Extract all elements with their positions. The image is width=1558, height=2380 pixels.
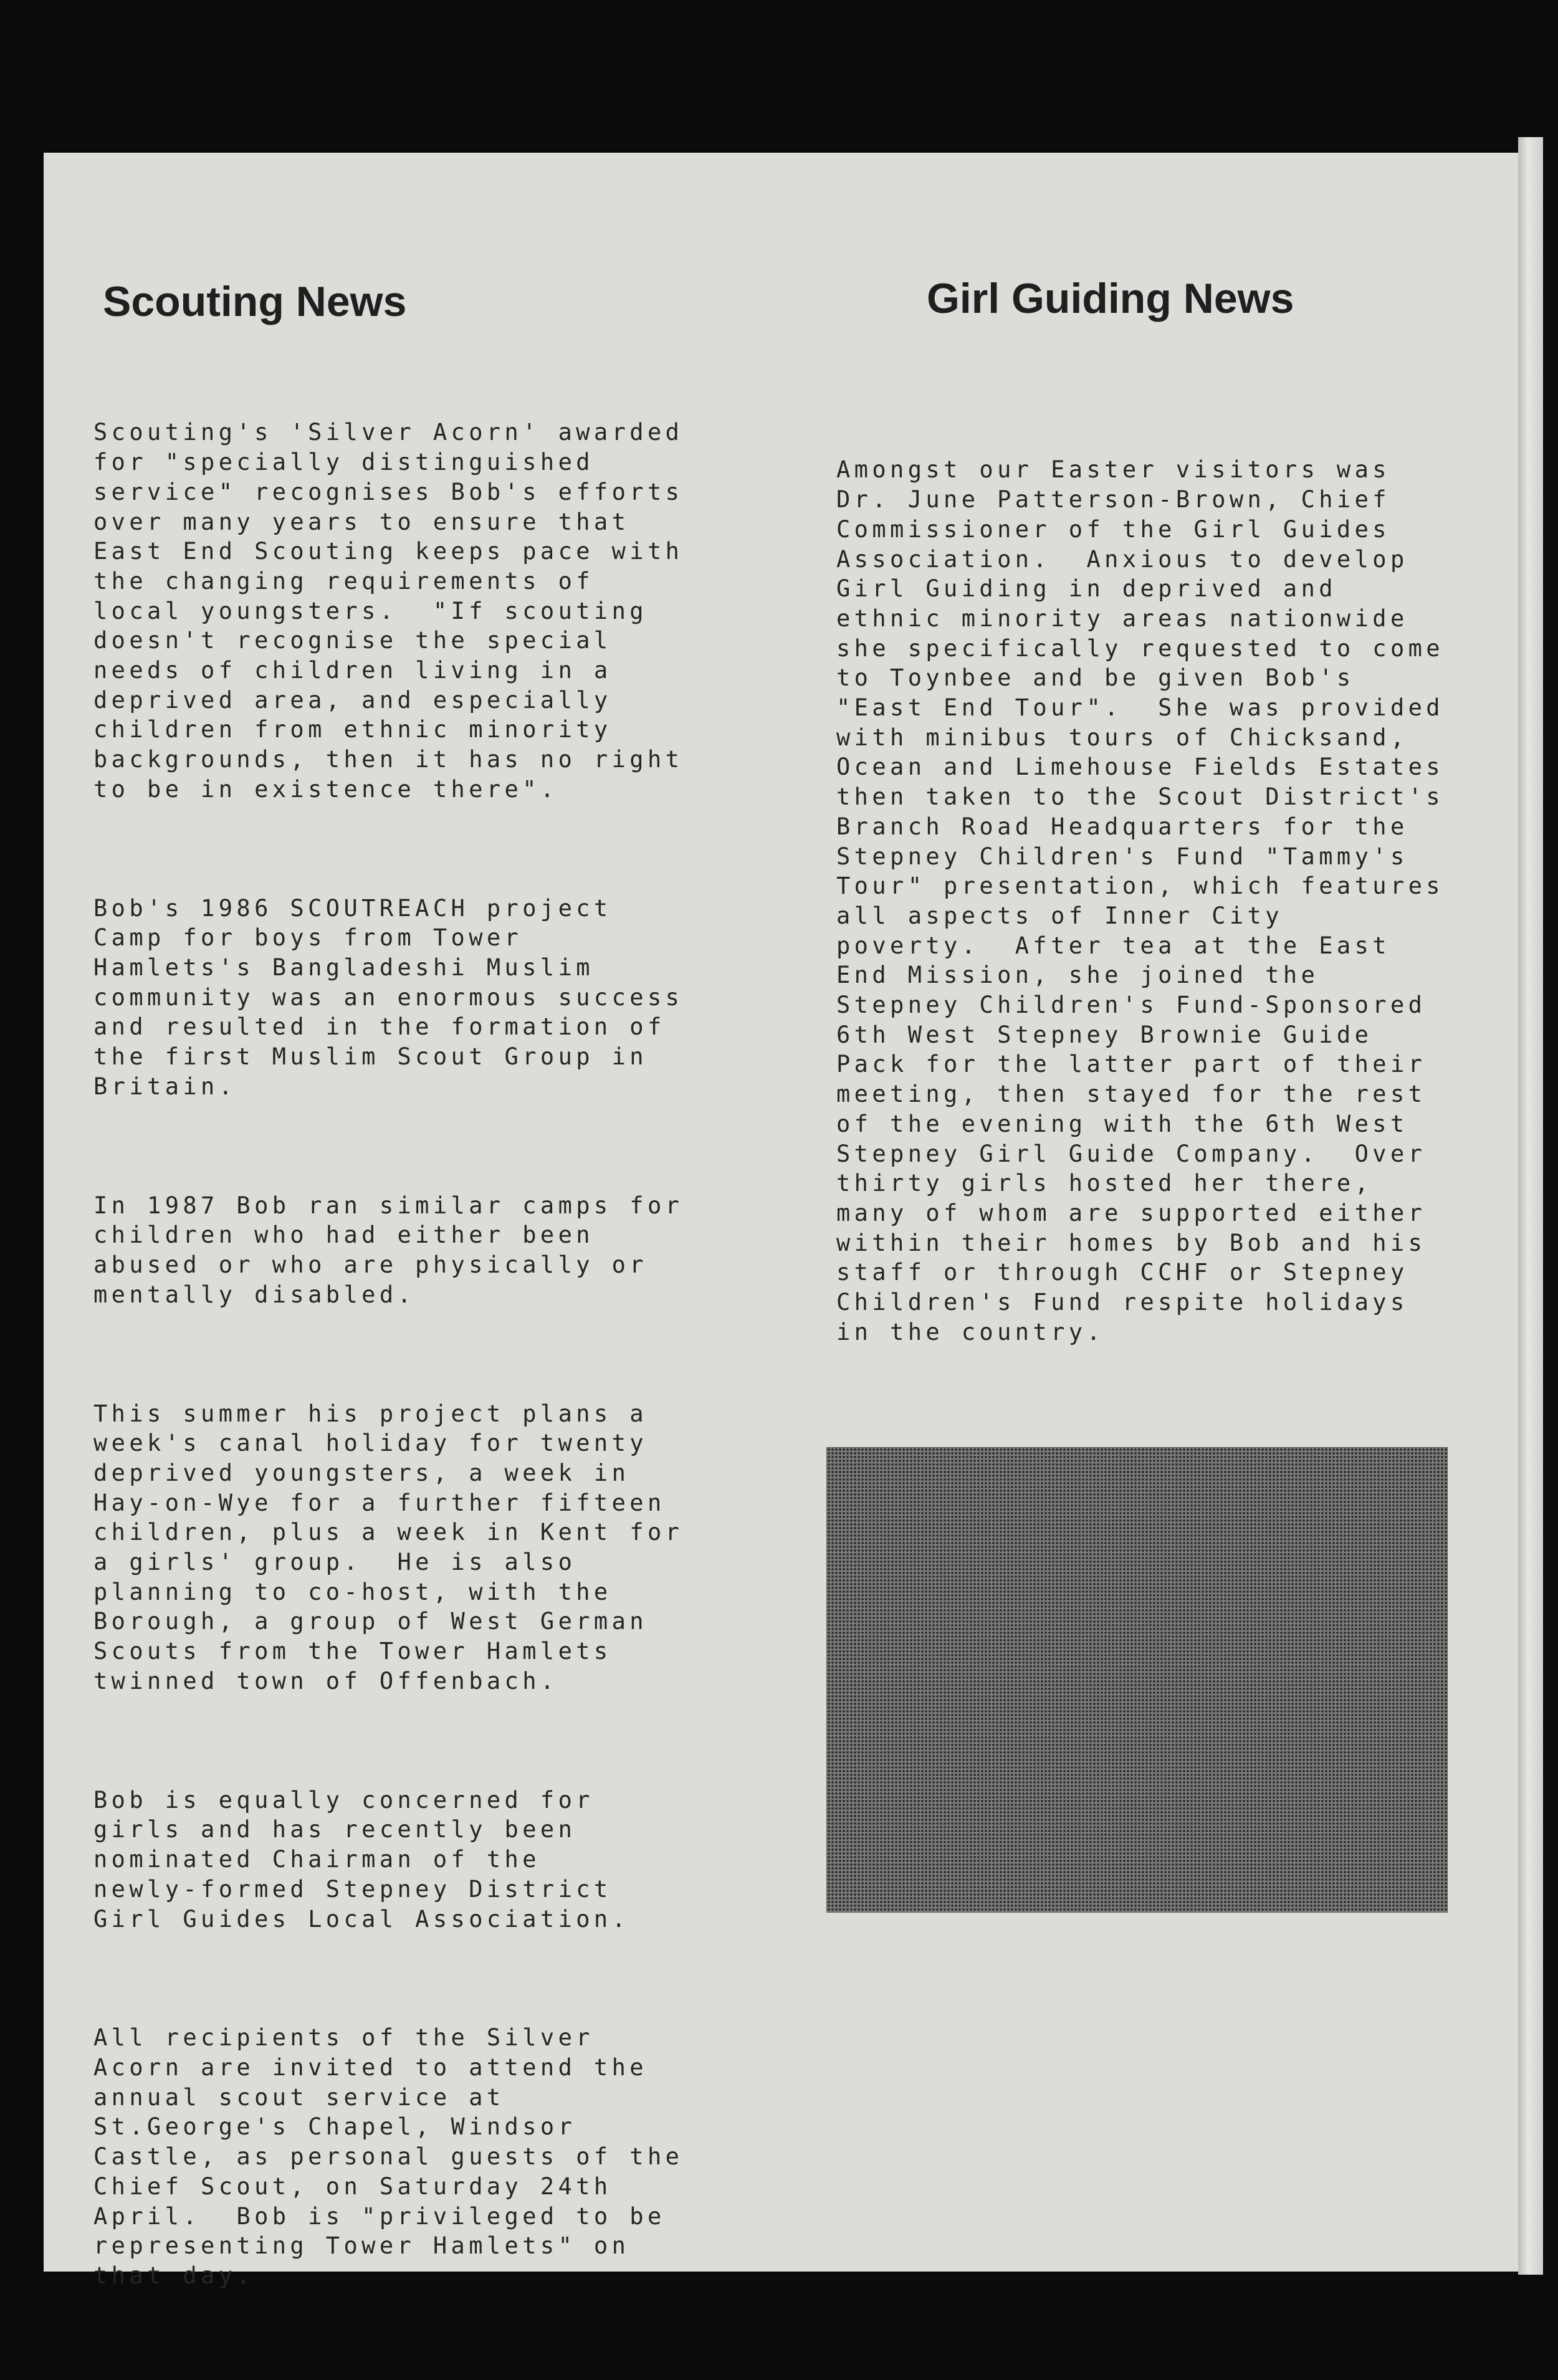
scouting-paragraph-2: Bob's 1986 SCOUTREACH project Camp for boys from Tower Hamlets's Bangladeshi Muslim community was an enormous success and resulted in the formation of the first Muslim Scout Group in Britain. bbox=[93, 894, 684, 1100]
scouting-news-heading: Scouting News bbox=[103, 278, 407, 325]
girl-guiding-news-heading: Girl Guiding News bbox=[927, 275, 1294, 322]
scouting-paragraph-3: In 1987 Bob ran similar camps for children who had either been abused or who are physically or mentally disabled. bbox=[93, 1192, 684, 1308]
scouting-news-column bbox=[93, 358, 723, 2380]
halftone-photo-placeholder bbox=[826, 1447, 1448, 1913]
guiding-paragraph-1: Amongst our Easter visitors was Dr. June Patterson-Brown, Chief Commissioner of the Girl Guides Association. Anxious to develop Girl Guiding in deprived and ethnic minority areas nationwide she specifically requested to come to Toynbee and be given Bob's "East End Tour". She was provided with minibus tours of Chicksand, Ocean and Limehouse Fields Estates then taken to the Scout District's Branch Road Headquarters for the Stepney Children's Fund "Tammy's Tour" presentation, which features all aspects of Inner City poverty. After tea at the East End Mission, she joined the Stepney Children's Fund-Sponsored 6th West Stepney Brownie Guide Pack for the latter part of their meeting, then stayed for the rest of the evening with the 6th West Stepney Girl Guide Company. Over thirty girls hosted her there, many of whom are supported either within their homes by Bob and his staff or through CCHF or Stepney Children's Fund respite holidays in the country. bbox=[836, 456, 1444, 1345]
scouting-paragraph-1: Scouting's 'Silver Acorn' awarded for "specially distinguished service" recognises Bob's efforts over many years to ensure that East End Scouting keeps pace with the changing requirements of local youngsters. "If scouting doesn't recognise the special needs of children living in a deprived area, and especially children from ethnic minority backgrounds, then it has no right to be in existence there". bbox=[93, 419, 684, 803]
girl-guiding-news-column bbox=[836, 396, 1497, 1436]
scouting-paragraph-6: All recipients of the Silver Acorn are invited to attend the annual scout service at St.George's Chapel, Windsor Castle, as personal guests of the Chief Scout, on Saturday 24th April. Bob is "privileged to be representing Tower Hamlets" on that day. bbox=[93, 2024, 684, 2289]
next-page-edge bbox=[1518, 137, 1543, 2275]
scouting-paragraph-5: Bob is equally concerned for girls and has recently been nominated Chairman of the newly-formed Stepney District Girl Guides Local Association. bbox=[93, 1786, 630, 1933]
scouting-paragraph-4: This summer his project plans a week's canal holiday for twenty deprived youngsters, a week in Hay-on-Wye for a further fifteen children, plus a week in Kent for a girls' group. He is also planning to co-host, with the Borough, a group of West German Scouts from the Tower Hamlets twinned town of Offenbach. bbox=[93, 1400, 684, 1694]
newsletter-page bbox=[44, 153, 1518, 2289]
